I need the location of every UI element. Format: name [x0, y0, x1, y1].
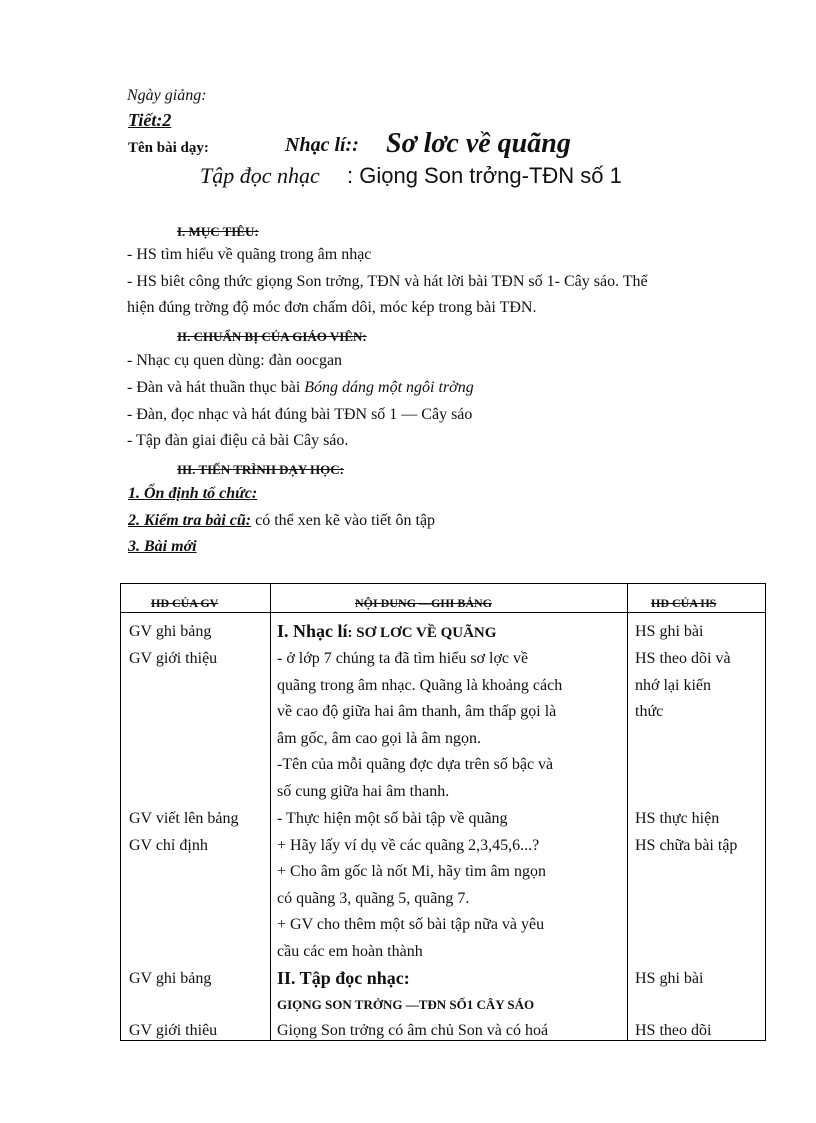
hs-activity: HS ghi bài [635, 623, 704, 640]
content-line: số cung giữa hai âm thanh. [277, 783, 450, 800]
section-2-title: II. CHUẨN BỊ CỦA GIÁO VIÊN: [177, 329, 367, 344]
hs-activity: HS theo dõi và [635, 650, 731, 667]
content-heading-1 [277, 621, 496, 642]
prep-line: - Tập đàn giai điệu cả bài Cây sáo. [127, 432, 349, 449]
column-divider [627, 584, 628, 1040]
hs-activity: HS ghi bài [635, 970, 704, 987]
content-heading-1-prefix: I. Nhạc lí [277, 621, 348, 641]
gv-activity: GV viết lên bảng [129, 810, 239, 827]
content-line: âm gốc, âm cao gọi là âm ngọn. [277, 730, 481, 747]
lesson-table [120, 583, 766, 1041]
content-line: + Cho âm gốc là nốt Mi, hãy tìm âm ngọn [277, 863, 546, 880]
content-line: quãng trong âm nhạc. Quãng là khoảng cách [277, 677, 563, 694]
prep-line: - Nhạc cụ quen dùng: đàn oocgan [127, 352, 343, 369]
step-2: 2. Kiểm tra bài cũ: [128, 512, 252, 529]
lesson-topic-2: Tập đọc nhạc [200, 163, 320, 188]
gv-activity: GV giới thiệu [129, 650, 218, 667]
content-line: cầu các em hoàn thành [277, 943, 423, 960]
step-3: 3. Bài mới [128, 538, 197, 555]
hs-activity: nhớ lại kiến [635, 677, 711, 694]
content-line: + Hãy lấy ví dụ về các quãng 2,3,45,6...? [277, 837, 540, 854]
section-1-title: I. MỤC TIÊU: [177, 224, 259, 239]
content-heading-1-suffix: : SƠ LƠC VỀ QUÃNG [347, 625, 497, 641]
header-gv: HĐ CỦA GV [151, 596, 219, 610]
section-3-title: III. TIẾN TRÌNH DẠY HỌC: [177, 462, 344, 477]
step-2-note: có thể xen kẽ vào tiết ôn tập [251, 512, 436, 529]
lesson-topic-1-title: Sơ lơc về quãng [386, 128, 571, 158]
objective-line: hiện đúng trờng độ móc đơn chấm dôi, móc kép trong bài TĐN. [127, 299, 537, 316]
content-line: có quãng 3, quãng 5, quãng 7. [277, 890, 470, 907]
hs-activity: HS chữa bài tập [635, 837, 738, 854]
lesson-topic-1: Nhạc lí:: [285, 134, 359, 156]
column-divider [270, 584, 271, 1040]
hs-activity: HS thực hiện [635, 810, 720, 827]
hs-activity: HS theo dõi [635, 1022, 712, 1039]
step-2-row [128, 512, 435, 530]
lesson-topic-2-title: : Giọng Son trởng-TĐN số 1 [347, 163, 622, 188]
date-label: Ngày giảng: [127, 87, 207, 104]
step-1: 1. Ổn định tổ chức: [128, 485, 258, 502]
content-line: về cao độ giữa hai âm thanh, âm thấp gọi là [277, 703, 557, 720]
content-line: + GV cho thêm một số bài tập nữa và yêu [277, 916, 545, 933]
gv-activity: GV ghi bảng [129, 623, 212, 640]
objective-line: - HS biêt công thức giọng Son trởng, TĐN và hát lời bài TĐN số 1- Cây sáo. Thể [127, 273, 648, 290]
prep-line: - Đàn, đọc nhạc và hát đúng bài TĐN số 1 — Cây sáo [127, 406, 473, 423]
prep-line [127, 379, 474, 397]
prep-line-text: - Đàn và hát thuần thục bài [127, 379, 305, 396]
content-line: - Thực hiện một số bài tập về quãng [277, 810, 508, 827]
header-divider [121, 612, 765, 613]
gv-activity: GV chỉ định [129, 837, 208, 854]
gv-activity: GV ghi bảng [129, 970, 212, 987]
gv-activity: GV giới thiêu [129, 1022, 218, 1039]
content-line: Giọng Son trởng có âm chủ Son và có hoá [277, 1022, 549, 1039]
header-content: NỘI DUNG —GHI BẢNG [355, 596, 493, 610]
header-hs: HĐ CỦA HS [651, 596, 717, 610]
period-label: Tiết:2 [128, 110, 172, 130]
hs-activity: thức [635, 703, 664, 720]
content-subheading: GIỌNG SON TRỞNG —TĐN SỐ1 CÂY SÁO [277, 997, 535, 1012]
content-line: - ở lớp 7 chúng ta đã tìm hiểu sơ lợc về [277, 650, 529, 667]
lesson-label: Tên bài dạy: [128, 140, 209, 156]
content-line: -Tên của mỗi quãng đợc dựa trên số bậc và [277, 756, 554, 773]
song-title: Bóng dáng một ngôi trờng [304, 379, 474, 396]
content-heading-2: II. Tập đọc nhạc: [277, 968, 410, 988]
objective-line: - HS tìm hiểu về quãng trong âm nhạc [127, 246, 372, 263]
